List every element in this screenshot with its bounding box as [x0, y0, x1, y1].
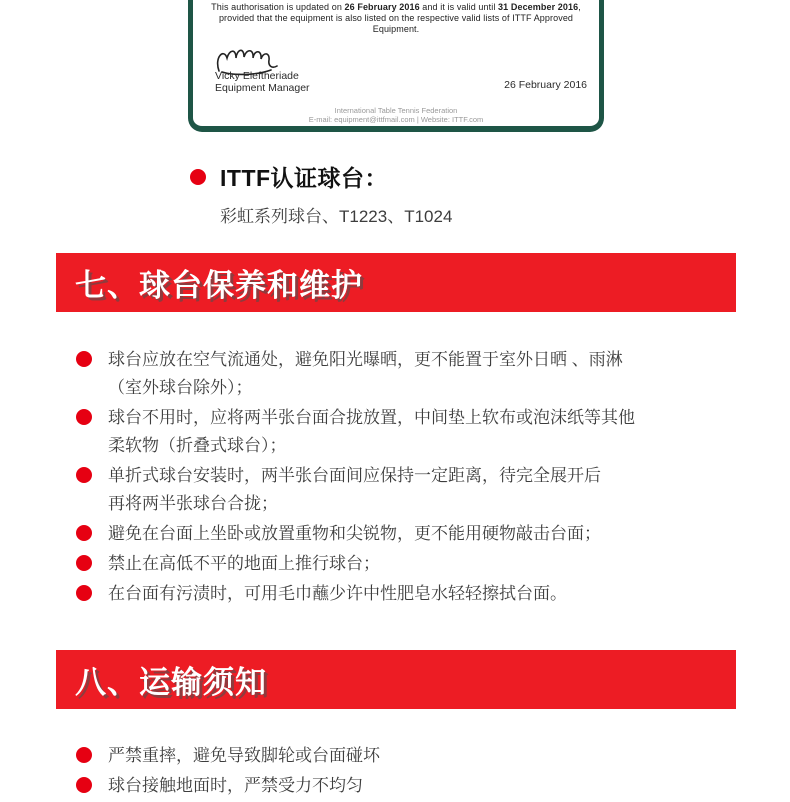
authorization-text-line2: provided that the equipment is also listed on the respective valid lists of ITTF Approved Equipment. — [218, 13, 574, 34]
list-item — [76, 580, 746, 608]
list-item — [76, 462, 746, 518]
bullet-text: 禁止在高低不平的地面上推行球台； — [108, 554, 380, 573]
red-bullet-icon — [76, 525, 92, 541]
list-item — [76, 772, 746, 800]
section-7-banner — [56, 253, 736, 312]
signer-title: Equipment Manager — [215, 81, 310, 94]
ittf-certified-section — [190, 160, 452, 227]
authorization-valid-until-date: 31 December 2016 — [498, 2, 579, 12]
authorization-text-part2: and it is valid until — [419, 2, 499, 12]
red-bullet-icon — [76, 747, 92, 763]
section-7-heading: 七、球台保养和维护 — [75, 268, 363, 303]
authorization-text — [193, 0, 599, 35]
section-8-banner — [56, 650, 736, 709]
red-bullet-icon — [76, 777, 92, 793]
list-item — [76, 742, 746, 770]
red-bullet-icon — [190, 169, 206, 185]
signer-name: Vicky Eleftheriade — [215, 70, 299, 82]
bullet-text: 单折式球台安装时，两半张台面间应保持一定距离，待完全展开后 再将两半张球台合拢； — [108, 466, 601, 513]
red-bullet-icon — [76, 351, 92, 367]
section-8-heading: 八、运输须知 — [75, 665, 267, 700]
certificate-footer-contact: E-mail: equipment@ittfmail.com | Website: ITTF.com — [308, 115, 484, 124]
list-item — [76, 550, 746, 578]
red-bullet-icon — [76, 409, 92, 425]
red-bullet-icon — [76, 585, 92, 601]
maintenance-bullet-list — [76, 346, 746, 610]
ittf-certified-models: 彩虹系列球台、T1223、T1024 — [220, 207, 453, 226]
red-bullet-icon — [76, 555, 92, 571]
list-item — [76, 520, 746, 548]
bullet-text: 在台面有污渍时，可用毛巾蘸少许中性肥皂水轻轻擦拭台面。 — [108, 584, 567, 603]
transport-bullet-list — [76, 742, 746, 802]
bullet-text: 避免在台面上坐卧或放置重物和尖锐物，更不能用硬物敲击台面； — [108, 524, 601, 543]
bullet-text: 严禁重摔，避免导致脚轮或台面碰坏 — [108, 746, 380, 765]
list-item — [76, 404, 746, 460]
authorization-text-part3: , — [578, 2, 581, 12]
ittf-certified-title: ITTF认证球台： — [220, 165, 389, 191]
certificate-date: 26 February 2016 — [504, 79, 587, 91]
signer-block — [215, 71, 310, 94]
authorization-text-part1: This authorisation is updated on — [211, 2, 345, 12]
ittf-certificate-card — [188, 0, 604, 132]
bullet-text: 球台不用时，应将两半张台面合拢放置，中间垫上软布或泡沫纸等其他 柔软物（折叠式球台）； — [108, 408, 635, 455]
certificate-footer-org: International Table Tennis Federation — [334, 106, 458, 115]
authorization-updated-date: 26 February 2016 — [344, 2, 420, 12]
red-bullet-icon — [76, 467, 92, 483]
certificate-footer — [193, 106, 599, 124]
bullet-text: 球台应放在空气流通处，避免阳光曝晒，更不能置于室外日晒 、雨淋 （室外球台除外）； — [108, 350, 623, 397]
bullet-text: 球台接触地面时，严禁受力不均匀 — [108, 776, 363, 795]
list-item — [76, 346, 746, 402]
